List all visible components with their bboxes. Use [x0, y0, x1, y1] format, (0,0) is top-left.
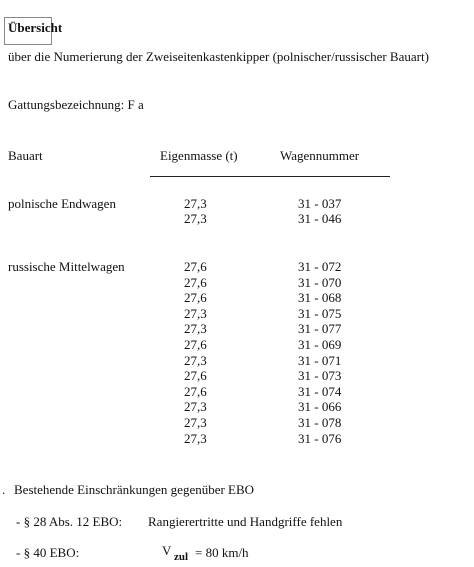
table-row-mass: 27,3	[184, 196, 207, 211]
table-row-number: 31 - 071	[298, 352, 342, 368]
table-row-number: 31 - 066	[298, 399, 342, 415]
table-row-number: 31 - 069	[298, 337, 342, 352]
table-row-number: 31 - 074	[298, 383, 342, 399]
restriction-label: - § 28 Abs. 12 EBO:	[16, 514, 123, 529]
table-row-number: 31 - 046	[298, 211, 342, 226]
speed-value: = 80 km/h	[195, 545, 249, 560]
table-row-number: 31 - 070	[298, 274, 342, 290]
class-designation: Gattungsbezeichnung: F a	[8, 97, 144, 112]
table-row-number: 31 - 072	[298, 259, 342, 274]
table-row-mass: 27,3	[184, 352, 207, 368]
group-name-russian: russische Mittelwagen	[8, 259, 125, 274]
table-row-number: 31 - 068	[298, 290, 342, 306]
table-row-mass: 27,3	[184, 305, 207, 321]
restrictions-heading: Bestehende Einschränkungen gegenüber EBO	[14, 482, 255, 497]
table-row-mass: 27,3	[184, 399, 207, 415]
group-name-polish: polnische Endwagen	[8, 196, 116, 211]
subtitle: über die Numerierung der Zweiseitenkastenkipper (polnischer/russischer Bauart)	[8, 49, 429, 64]
speed-symbol: V	[162, 543, 172, 558]
table-row-mass: 27,3	[184, 415, 207, 430]
table-row-mass: 27,6	[184, 368, 207, 384]
header-rule	[150, 176, 390, 177]
table-row-mass: 27,3	[184, 211, 207, 226]
table-row-mass: 27,6	[184, 290, 207, 306]
column-header-number: Wagennummer	[280, 148, 360, 163]
table-row-number: 31 - 073	[298, 368, 342, 384]
speed-subscript: zul	[174, 551, 189, 563]
table-row-mass: 27,6	[184, 274, 207, 290]
table-row-number: 31 - 076	[298, 430, 342, 446]
table-row-mass: 27,6	[184, 337, 207, 352]
table-row-mass: 27,3	[184, 430, 207, 446]
table-row-number: 31 - 037	[298, 196, 342, 211]
table-row-number: 31 - 075	[298, 305, 342, 321]
restriction-text: Rangierertritte und Handgriffe fehlen	[148, 514, 343, 529]
page-title: Übersicht	[4, 17, 52, 45]
table-row-number: 31 - 078	[298, 415, 342, 430]
table-row-mass: 27,6	[184, 383, 207, 399]
column-header-mass: Eigenmasse (t)	[160, 148, 238, 163]
restrictions-bullet: .	[2, 482, 6, 497]
table-row-mass: 27,6	[184, 259, 207, 274]
restriction-label: - § 40 EBO:	[16, 545, 80, 560]
table-row-number: 31 - 077	[298, 321, 342, 337]
table-row-mass: 27,3	[184, 321, 207, 337]
column-header-type: Bauart	[8, 148, 43, 163]
